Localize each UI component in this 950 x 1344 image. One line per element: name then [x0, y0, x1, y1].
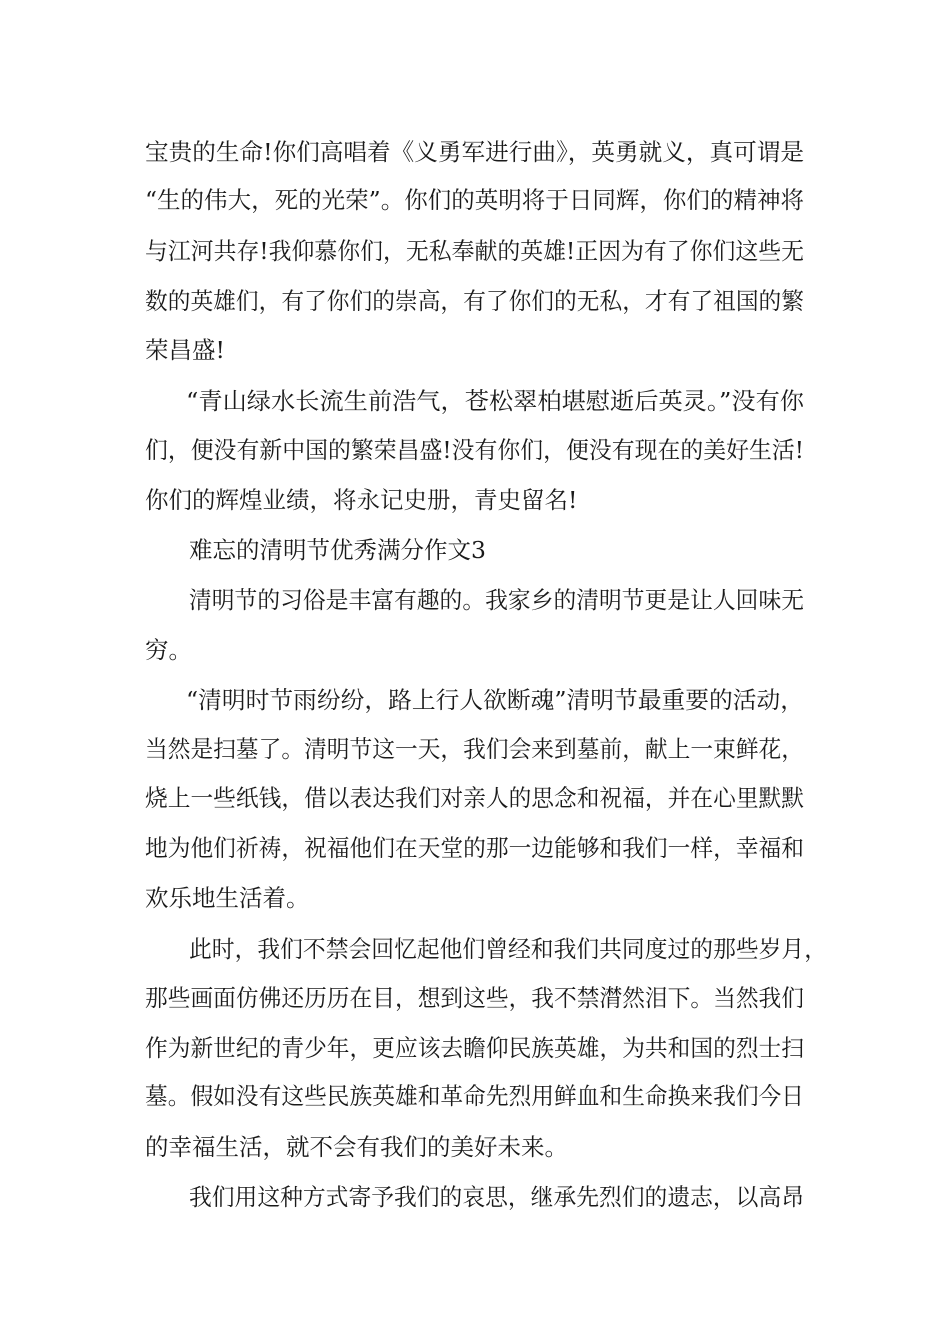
line-text: 穷。	[145, 636, 192, 664]
text-line	[0, 634, 950, 666]
line-text: 数的英雄们，有了你们的崇高，有了你们的无私，才有了祖国的繁	[145, 287, 804, 315]
text-line	[0, 733, 950, 765]
line-text: 的幸福生活，就不会有我们的美好未来。	[145, 1133, 568, 1161]
text-line	[0, 434, 950, 466]
text-line	[0, 982, 950, 1014]
line-text: 清明节的习俗是丰富有趣的。我家乡的清明节更是让人回味无	[189, 586, 804, 614]
line-text: 宝贵的生命!你们高唱着《义勇军进行曲》，英勇就义，真可谓是	[145, 138, 804, 166]
text-line	[0, 782, 950, 814]
line-text: 那些画面仿佛还历历在目，想到这些，我不禁潸然泪下。当然我们	[145, 984, 804, 1012]
text-line	[0, 1131, 950, 1163]
text-line	[0, 534, 950, 566]
text-line	[0, 484, 950, 516]
text-line	[0, 385, 950, 417]
line-text: 地为他们祈祷，祝福他们在天堂的那一边能够和我们一样，幸福和	[145, 834, 804, 862]
line-text: 墓。假如没有这些民族英雄和革命先烈用鲜血和生命换来我们今日	[145, 1082, 804, 1110]
line-text: 当然是扫墓了。清明节这一天，我们会来到墓前，献上一束鲜花，	[145, 735, 804, 763]
line-text: “清明时节雨纷纷，路上行人欲断魂”清明节最重要的活动，	[186, 686, 804, 714]
line-text: 作为新世纪的青少年，更应该去瞻仰民族英雄，为共和国的烈士扫	[145, 1034, 804, 1062]
line-text: 我们用这种方式寄予我们的哀思，继承先烈们的遗志，以高昂	[189, 1183, 804, 1211]
line-text: 荣昌盛!	[145, 336, 225, 364]
line-text: 你们的辉煌业绩，将永记史册，青史留名!	[145, 486, 578, 514]
line-text: 与江河共存!我仰慕你们，无私奉献的英雄!正因为有了你们这些无	[145, 237, 804, 265]
text-line	[0, 832, 950, 864]
text-line	[0, 933, 950, 965]
line-text: “生的伟大，死的光荣”。你们的英明将于日同辉，你们的精神将	[145, 186, 804, 214]
text-line	[0, 285, 950, 317]
line-text: 难忘的清明节优秀满分作文3	[189, 536, 486, 564]
text-line	[0, 1181, 950, 1213]
text-line	[0, 684, 950, 716]
text-line	[0, 136, 950, 168]
text-line	[0, 184, 950, 216]
text-line	[0, 1080, 950, 1112]
line-text: 烧上一些纸钱，借以表达我们对亲人的思念和祝福，并在心里默默	[145, 784, 804, 812]
line-text: 此时，我们不禁会回忆起他们曾经和我们共同度过的那些岁月，	[189, 935, 827, 963]
text-line	[0, 235, 950, 267]
text-line	[0, 882, 950, 914]
text-line	[0, 334, 950, 366]
line-text: 欢乐地生活着。	[145, 884, 310, 912]
text-line	[0, 584, 950, 616]
text-line	[0, 1032, 950, 1064]
line-text: 们，便没有新中国的繁荣昌盛!没有你们，便没有现在的美好生活!	[145, 436, 804, 464]
line-text: “青山绿水长流生前浩气，苍松翠柏堪慰逝后英灵。”没有你	[186, 387, 804, 415]
